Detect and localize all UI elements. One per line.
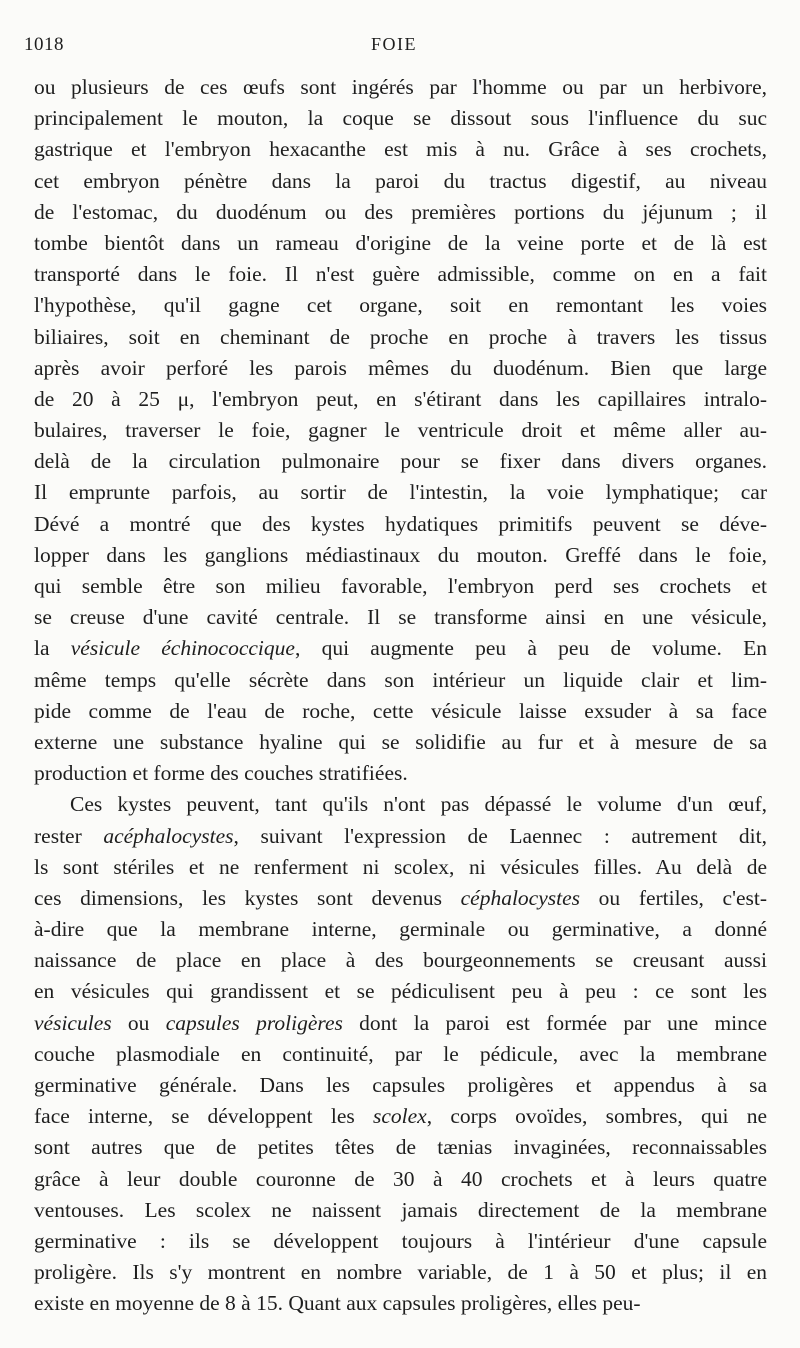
line-text: tombe bientôt dans un rameau d'origine de la veine porte et de là est (34, 230, 767, 255)
text-line (34, 166, 767, 197)
line-text: externe une substance hyaline qui se solidifie au fur et à mesure de sa (34, 729, 767, 754)
line-text: proligère. Ils s'y montrent en nombre variable, de 1 à 50 et plus; il en (34, 1260, 767, 1285)
line-text: ou fertiles, c'est- (580, 885, 767, 910)
line-text: qui semble être son milieu favorable, l'embryon perd ses crochets et (34, 574, 767, 598)
line-text: bulaires, traverser le foie, gagner le ventricule droit et même aller au- (34, 418, 767, 443)
line-text: ls sont stériles et ne renferment ni scolex, ni vésicules filles. Au delà de (34, 854, 767, 879)
line-text: en vésicules qui grandissent et se pédiculisent peu à peu : ce sont les (34, 979, 767, 1004)
line-text: sont autres que de petites têtes de tænias invaginées, reconnaissables (34, 1135, 767, 1160)
page-header (24, 34, 764, 62)
text-line (34, 1257, 767, 1288)
line-text: naissance de place en place à des bourgeonnements se creusant aussi (34, 948, 767, 973)
line-text: après avoir perforé les parois mêmes du duodénum. Bien que large (34, 355, 767, 380)
italic-term: acéphalocystes (103, 823, 234, 848)
text-line (34, 134, 767, 165)
text-line (34, 353, 767, 384)
text-line (34, 633, 767, 664)
text-line (34, 259, 767, 290)
line-text: l'hypothèse, qu'il gagne cet organe, soit en remontant les voies (34, 293, 767, 318)
body-text (34, 72, 767, 1320)
line-text: ventouses. Les scolex ne naissent jamais directement de la membrane (34, 1197, 767, 1222)
page-number: 1018 (24, 34, 64, 55)
line-text: , qui augmente peu à peu de volume. En (294, 636, 767, 661)
text-line (34, 509, 767, 540)
line-text: se creuse d'une cavité centrale. Il se transforme ainsi en une vésicule, (34, 605, 767, 630)
line-text: Ces kystes peuvent, tant qu'ils n'ont pas dépassé le volume d'un œuf, (70, 792, 767, 817)
text-line (34, 72, 767, 103)
text-line (34, 1039, 767, 1070)
line-text: face interne, se développent les (34, 1104, 373, 1129)
text-line (34, 1226, 767, 1257)
line-text: grâce à leur double couronne de 30 à 40 crochets et à leurs quatre (34, 1166, 767, 1191)
text-line (34, 228, 767, 259)
text-line (34, 415, 767, 446)
line-text: de l'estomac, du duodénum ou des premières portions du jéjunum ; il (34, 199, 767, 224)
line-text: existe en moyenne de 8 à 15. Quant aux capsules proligères, elles peu- (34, 1291, 641, 1316)
line-text: germinative : ils se développent toujours à l'intérieur d'une capsule (34, 1228, 767, 1253)
line-text: la (34, 636, 71, 661)
paragraph-container (34, 72, 767, 1320)
text-line (34, 290, 767, 321)
text-line (34, 852, 767, 883)
line-text: Il emprunte parfois, au sortir de l'intestin, la voie lymphatique; car (34, 480, 767, 505)
text-line (34, 1070, 767, 1101)
line-text: principalement le mouton, la coque se dissout sous l'influence du suc (34, 106, 767, 131)
line-text: ou plusieurs de ces œufs sont ingérés par l'homme ou par un herbivore, (34, 75, 767, 99)
text-line (34, 1008, 767, 1039)
text-line (34, 665, 767, 696)
line-text: couche plasmodiale en continuité, par le pédicule, avec la membrane (34, 1041, 767, 1066)
text-line (34, 322, 767, 353)
italic-term: scolex (373, 1104, 427, 1129)
line-text: biliaires, soit en cheminant de proche en proche à travers les tissus (34, 324, 767, 349)
line-text: transporté dans le foie. Il n'est guère admissible, comme on en a fait (34, 262, 767, 287)
italic-term: vésicules (34, 1010, 112, 1035)
text-line (34, 945, 767, 976)
line-text: pide comme de l'eau de roche, cette vésicule laisse exsuder à sa face (34, 698, 767, 723)
line-text: , suivant l'expression de Laennec : autrement dit, (233, 823, 767, 848)
text-line (34, 1101, 767, 1132)
text-line (34, 571, 767, 602)
text-line (34, 727, 767, 758)
text-line (34, 821, 767, 852)
line-text: à-dire que la membrane interne, germinale ou germinative, a donné (34, 917, 767, 942)
text-line (34, 1288, 767, 1319)
text-line (34, 384, 767, 415)
line-text: delà de la circulation pulmonaire pour se fixer dans divers organes. (34, 449, 767, 474)
line-text: dont la paroi est formée par une mince (342, 1010, 767, 1035)
italic-term: céphalocystes (460, 885, 581, 910)
line-text: production et forme des couches stratifiées. (34, 761, 408, 786)
italic-term: capsules proligères (165, 1010, 343, 1035)
text-line (34, 976, 767, 1007)
text-line (34, 602, 767, 633)
line-text: même temps qu'elle sécrète dans son intérieur un liquide clair et lim- (34, 667, 767, 692)
line-text: lopper dans les ganglions médiastinaux du mouton. Greffé dans le foie, (34, 542, 767, 567)
line-text: Dévé a montré que des kystes hydatiques primitifs peuvent se déve- (34, 511, 767, 536)
text-line (34, 789, 767, 820)
text-line (34, 696, 767, 727)
text-line (34, 914, 767, 945)
text-line (34, 1132, 767, 1163)
text-line (34, 446, 767, 477)
line-text: de 20 à 25 μ, l'embryon peut, en s'étirant dans les capillaires intralo- (34, 386, 767, 411)
text-line (34, 540, 767, 571)
running-title: FOIE (371, 34, 417, 54)
line-text: , corps ovoïdes, sombres, qui ne (426, 1104, 767, 1129)
line-text: ces dimensions, les kystes sont devenus (34, 885, 461, 910)
text-line (34, 883, 767, 914)
line-text: germinative générale. Dans les capsules proligères et appendus à sa (34, 1073, 767, 1097)
text-line (34, 758, 767, 789)
italic-term: vésicule échinococcique (70, 636, 295, 661)
line-text: ou (111, 1010, 166, 1035)
line-text: gastrique et l'embryon hexacanthe est mis à nu. Grâce à ses crochets, (34, 137, 767, 162)
text-line (34, 1164, 767, 1195)
line-text: cet embryon pénètre dans la paroi du tractus digestif, au niveau (34, 168, 767, 193)
text-line (34, 197, 767, 228)
text-line (34, 103, 767, 134)
line-text: rester (34, 823, 104, 848)
text-line (34, 477, 767, 508)
text-line (34, 1195, 767, 1226)
